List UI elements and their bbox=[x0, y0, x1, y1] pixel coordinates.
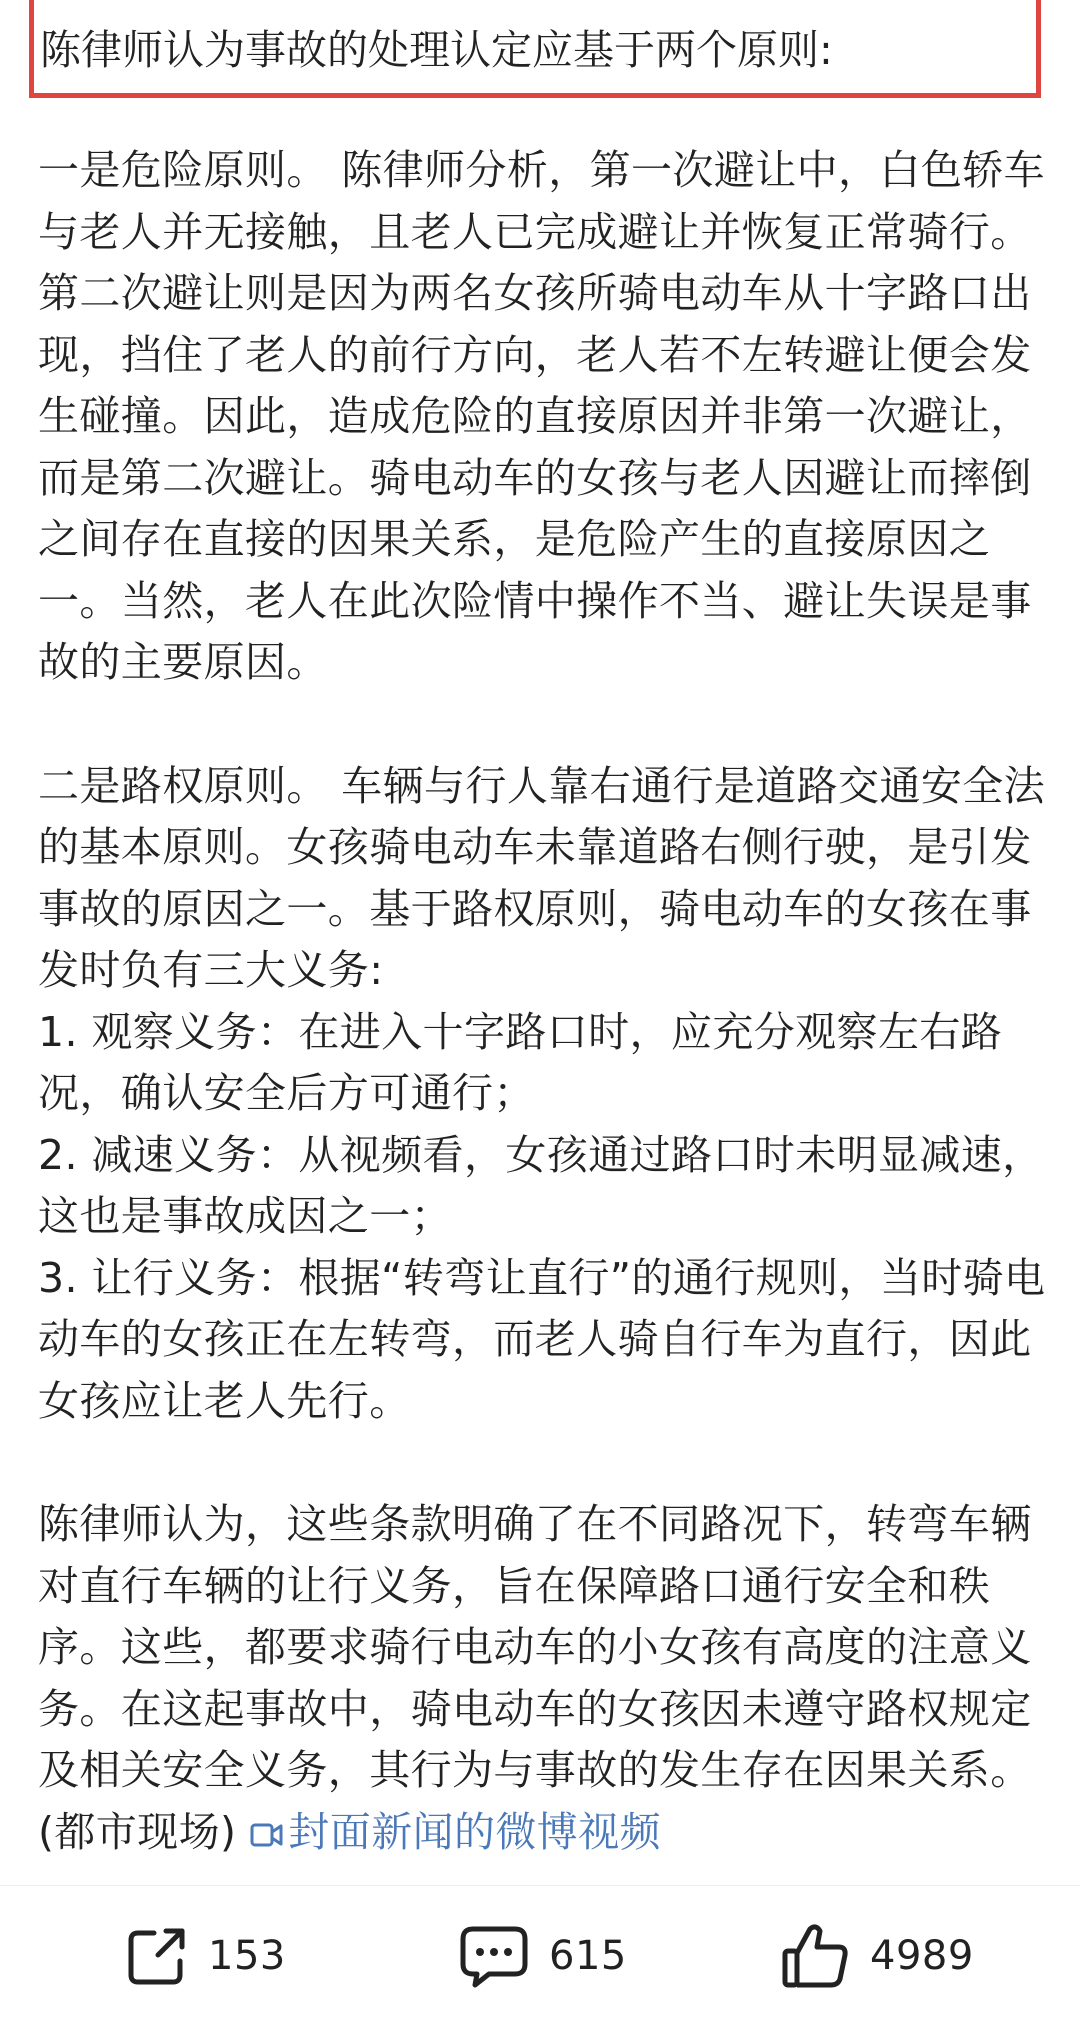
like-count: 4989 bbox=[870, 1932, 974, 1979]
duty-item-slow-down: 2. 减速义务：从视频看，女孩通过路口时未明显减速，这也是事故成因之一； bbox=[38, 1130, 1044, 1240]
conclusion-text: 陈律师认为，这些条款明确了在不同路况下，转弯车辆对直行车辆的让行义务，旨在保障路口通行安全和秩序。这些，都要求骑行电动车的小女孩有高度的注意义务。在这起事故中，骑电动车的女孩因未遵守路权规定及相关安全义务，其行为与事故的发生存在因果关系。(都市现场) bbox=[38, 1500, 1032, 1856]
bottom-action-bar bbox=[0, 1885, 1080, 2025]
comment-button[interactable] bbox=[459, 1886, 627, 2025]
share-button[interactable] bbox=[126, 1886, 286, 2025]
like-button[interactable] bbox=[780, 1886, 974, 2025]
share-count: 153 bbox=[208, 1932, 286, 1979]
paragraph-spacer bbox=[38, 694, 1048, 756]
duty-item-yield: 3. 让行义务：根据“转弯让直行”的通行规则，当时骑电动车的女孩正在左转弯，而老人骑自行车为直行，因此女孩应让老人先行。 bbox=[38, 1253, 1046, 1425]
paragraph-spacer bbox=[38, 1432, 1048, 1494]
weibo-video-link[interactable]: 封面新闻的微博视频 bbox=[288, 1807, 662, 1856]
thumbs-up-icon bbox=[780, 1921, 850, 1991]
paragraph-danger-principle: 一是危险原则。 陈律师分析，第一次避让中，白色轿车与老人并无接触，且老人已完成避让并恢复正常骑行。第二次避让则是因为两名女孩所骑电动车从十字路口出现，挡住了老人的前行方向，老人若不左转避让便会发生碰撞。因此，造成危险的直接原因并非第一次避让，而是第二次避让。骑电动车的女孩与老人因避让而摔倒之间存在直接的因果关系，是危险产生的直接原因之一。当然，老人在此次险情中操作不当、避让失误是事故的主要原因。 bbox=[38, 146, 1046, 686]
duty-item-observe: 1. 观察义务：在进入十字路口时，应充分观察左右路况，确认安全后方可通行； bbox=[38, 1007, 1003, 1117]
comment-icon bbox=[459, 1924, 529, 1988]
paragraph-conclusion bbox=[38, 1494, 1048, 1867]
paragraph-right-of-way-principle: 二是路权原则。 车辆与行人靠右通行是道路交通安全法的基本原则。女孩骑电动车未靠道路右侧行驶，是引发事故的原因之一。基于路权原则，骑电动车的女孩在事发时负有三大义务: bbox=[38, 761, 1046, 994]
share-icon bbox=[126, 1925, 188, 1987]
highlighted-headline: 陈律师认为事故的处理认定应基于两个原则: bbox=[40, 26, 833, 74]
comment-count: 615 bbox=[549, 1932, 627, 1979]
article-body bbox=[38, 140, 1048, 1875]
video-camera-icon[interactable] bbox=[250, 1806, 284, 1868]
